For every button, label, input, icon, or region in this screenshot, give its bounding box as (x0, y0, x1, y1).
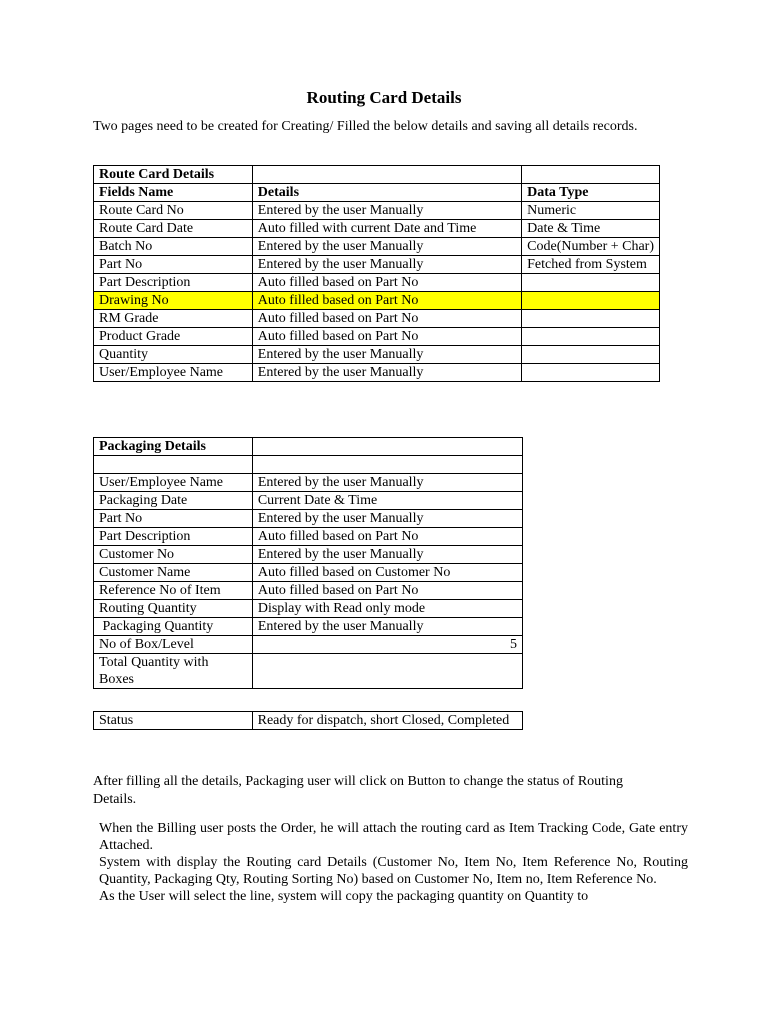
field-details: Entered by the user Manually (252, 346, 521, 364)
field-name: Customer No (94, 546, 253, 564)
table-row (94, 274, 660, 292)
field-details: Display with Read only mode (252, 600, 522, 618)
table-row (94, 202, 660, 220)
table-row (94, 364, 660, 382)
field-name: Part No (94, 510, 253, 528)
field-name: Route Card No (94, 202, 253, 220)
field-type: Numeric (522, 202, 660, 220)
table-row (94, 474, 523, 492)
table-row-highlighted (94, 292, 660, 310)
field-type (522, 274, 660, 292)
field-name: Route Card Date (94, 220, 253, 238)
route-card-section-label: Route Card Details (94, 166, 253, 184)
field-name: No of Box/Level (94, 636, 253, 654)
table-row (94, 528, 523, 546)
field-type: Fetched from System (522, 256, 660, 274)
field-details: Entered by the user Manually (252, 202, 521, 220)
table-row (94, 712, 523, 730)
field-name: Batch No (94, 238, 253, 256)
field-details: Auto filled based on Part No (252, 310, 521, 328)
table-row (94, 238, 660, 256)
list-item: System with display the Routing card Details (Customer No, Item No, Item Reference No, Routing Quantity, Packaging Qty, Routing Sorting No) based on Customer No, Item no, Item Reference No. (99, 855, 688, 887)
field-name: User/Employee Name (94, 474, 253, 492)
bullet-list (99, 820, 688, 905)
table-row (94, 564, 523, 582)
field-type (522, 346, 660, 364)
table-row (94, 492, 523, 510)
field-name: Part No (94, 256, 253, 274)
table-row (94, 582, 523, 600)
table-row (94, 346, 660, 364)
field-name: Product Grade (94, 328, 253, 346)
field-name: Routing Quantity (94, 600, 253, 618)
status-values: Ready for dispatch, short Closed, Completed (252, 712, 522, 730)
field-details: Auto filled based on Part No (252, 528, 522, 546)
field-type: Date & Time (522, 220, 660, 238)
field-name: Part Description (94, 274, 253, 292)
list-item: When the Billing user posts the Order, he will attach the routing card as Item Tracking Code, Gate entry Attached. (99, 821, 688, 853)
field-details: Auto filled based on Part No (252, 274, 521, 292)
table-row (94, 618, 523, 636)
field-details: Auto filled based on Part No (252, 582, 522, 600)
intro-paragraph: Two pages need to be created for Creating/ Filled the below details and saving all details records. (93, 119, 638, 134)
field-type (522, 310, 660, 328)
field-name: Part Description (94, 528, 253, 546)
table-row (94, 636, 523, 654)
route-card-table (93, 165, 660, 382)
field-details: Entered by the user Manually (252, 546, 522, 564)
field-name: User/Employee Name (94, 364, 253, 382)
field-details: Entered by the user Manually (252, 618, 522, 636)
field-name: Reference No of Item (94, 582, 253, 600)
packaging-table (93, 437, 523, 689)
table-row (94, 546, 523, 564)
field-details: Entered by the user Manually (252, 256, 521, 274)
table-row (94, 256, 660, 274)
field-name: Quantity (94, 346, 253, 364)
field-details: Auto filled with current Date and Time (252, 220, 521, 238)
field-details: Entered by the user Manually (252, 510, 522, 528)
status-table (93, 711, 523, 730)
field-type (522, 364, 660, 382)
field-name: Customer Name (94, 564, 253, 582)
field-details: Auto filled based on Part No (252, 292, 521, 310)
table-row (94, 220, 660, 238)
packaging-section-label: Packaging Details (94, 438, 253, 456)
field-details (252, 654, 522, 689)
field-details: Auto filled based on Part No (252, 328, 521, 346)
after-paragraph: After filling all the details, Packaging user will click on Button to change the status of Routing Details. (93, 774, 623, 807)
field-details: Entered by the user Manually (252, 238, 521, 256)
list-item: As the User will select the line, system will copy the packaging quantity on Quantity to (99, 889, 589, 904)
table-row (94, 600, 523, 618)
field-name: RM Grade (94, 310, 253, 328)
status-label: Status (94, 712, 253, 730)
field-details: Current Date & Time (252, 492, 522, 510)
field-details: Entered by the user Manually (252, 364, 521, 382)
field-name: Packaging Quantity (94, 618, 253, 636)
field-details: Entered by the user Manually (252, 474, 522, 492)
page-title: Routing Card Details (306, 88, 462, 107)
table-row (94, 328, 660, 346)
field-name: Total Quantity with Boxes (94, 654, 253, 689)
field-type (522, 292, 660, 310)
field-type: Code(Number + Char) (522, 238, 660, 256)
field-value: 5 (252, 636, 522, 654)
field-name: Drawing No (94, 292, 253, 310)
field-details: Auto filled based on Customer No (252, 564, 522, 582)
table-row (94, 510, 523, 528)
header-data-type: Data Type (522, 184, 660, 202)
table-row (94, 310, 660, 328)
header-fields-name: Fields Name (94, 184, 253, 202)
field-type (522, 328, 660, 346)
header-details: Details (252, 184, 521, 202)
field-name: Packaging Date (94, 492, 253, 510)
table-row (94, 654, 523, 689)
